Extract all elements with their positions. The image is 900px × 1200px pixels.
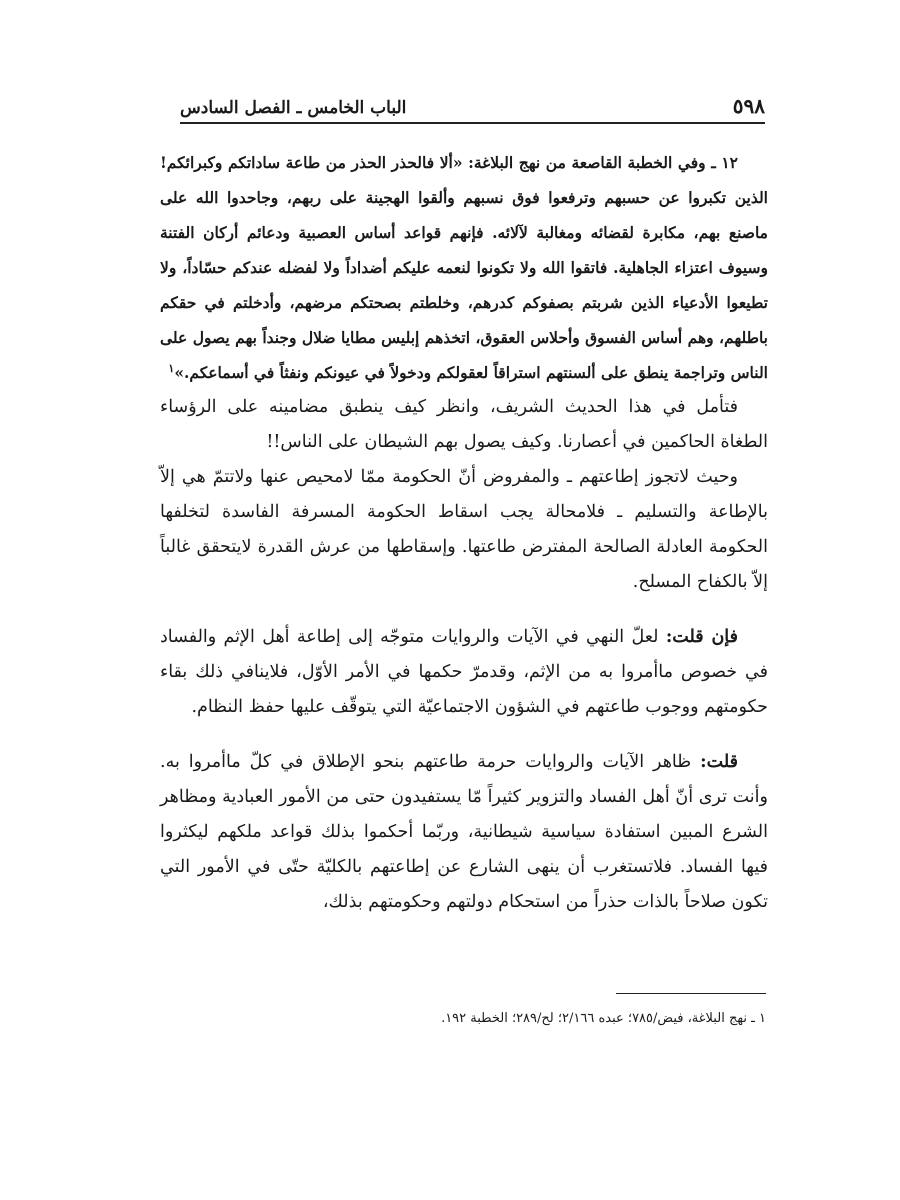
chapter-title: الباب الخامس ـ الفصل السادس — [180, 98, 407, 118]
paragraph-argument — [160, 460, 768, 600]
reply-lead: قلت: — [700, 752, 738, 772]
paragraph-text: ظاهر الآيات والروايات حرمة طاعتهم بنحو الإطلاق في كلّ ماأمروا به. وأنت ترى أنّ أهل الفساد والتزوير كثيراً مّا يستفيدون حتى من الأمور العبادية ومظاهر الشرع المبين استفادة سياسية شيطانية، وربّما أحكموا بذلك قواعد ملكهم ليكثروا فيها الفساد. فلاتستغرب أن ينهى الشارع عن إطاعتهم بالكليّة حتّى في الأمور التي تكون صلاحاً بالذات حذراً من استحكام دولتهم وحكومتهم بذلك، — [160, 752, 768, 912]
paragraph-gap — [160, 725, 768, 745]
paragraph-objection — [160, 620, 768, 725]
paragraph-text: وحيث لاتجوز إطاعتهم ـ والمفروض أنّ الحكومة ممّا لامحيص عنها ولاتتمّ هي إلاّ بالإطاعة والتسليم ـ فلامحالة يجب اسقاط الحكومة المسرفة الفاسدة لتخلفها الحكومة العادلة الصالحة المفترض طاعتها. وإسقاطها من عرش القدرة لايتحقق غالباً إلاّ بالكفاح المسلح. — [160, 467, 768, 592]
header-divider — [180, 122, 765, 124]
objection-lead: فإن قلت: — [665, 627, 738, 647]
body-text — [160, 145, 768, 920]
paragraph-text: وفي الخطبة القاصعة من نهج البلاغة: «ألا فالحذر الحذر من طاعة ساداتكم وكبرائكم! الذين تكبروا عن حسبهم وترفعوا فوق نسبهم وألقوا الهجينة على ربهم، وجاحدوا الله على ماصنع بهم، مكابرة لقضائه ومغالبة لآلائه. فإنهم قواعد أساس العصبية ودعائم أركان الفتنة وسيوف اعتزاء الجاهلية. فاتقوا الله ولا تكونوا لنعمه عليكم أضداداً ولا لفضله عندكم حسّاداً، ولا تطيعوا الأدعياء الذين شربتم بصفوكم كدرهم، وخلطتم بصحتكم مرضهم، وأدخلتم في حقكم باطلهم، وهم أساس الفسوق وأحلاس العقوق، اتخذهم إبليس مطايا ضلال وجنداً بهم يصول على الناس وتراجمة ينطق على ألسنتهم استراقاً لعقولكم ودخولاً في عيونكم ونفثاً في أسماعكم.» — [160, 153, 768, 382]
footnote-marker: ١ — [168, 361, 175, 375]
footnote: ١ ـ نهج البلاغة، فيض/٧٨٥؛ عبده ٢/١٦٦؛ لح/٢٨٩؛ الخطبة ١٩٢. — [441, 1011, 766, 1026]
paragraph-gap — [160, 600, 768, 620]
paragraph-reply — [160, 745, 768, 920]
paragraph-text: لعلّ النهي في الآيات والروايات متوجّه إلى إطاعة أهل الإثم والفساد في خصوص ماأمروا به من الإثم، وقدمرّ حكمها في الأمر الأوّل، فلاينافي ذلك بقاء حكومتهم ووجوب طاعتهم في الشؤون الاجتماعيّة التي يتوقّف عليها حفظ النظام. — [160, 627, 768, 717]
running-header — [180, 88, 765, 118]
item-number: ١٢ ـ — [711, 153, 738, 172]
page-number: ٥٩٨ — [732, 94, 765, 118]
paragraph-reflection — [160, 390, 768, 460]
footnote-divider — [616, 993, 766, 994]
paragraph-quote — [160, 145, 768, 390]
paragraph-text: فتأمل في هذا الحديث الشريف، وانظر كيف ينطبق مضامينه على الرؤساء الطغاة الحاكمين في أعصارنا. وكيف يصول بهم الشيطان على الناس!! — [160, 397, 768, 452]
